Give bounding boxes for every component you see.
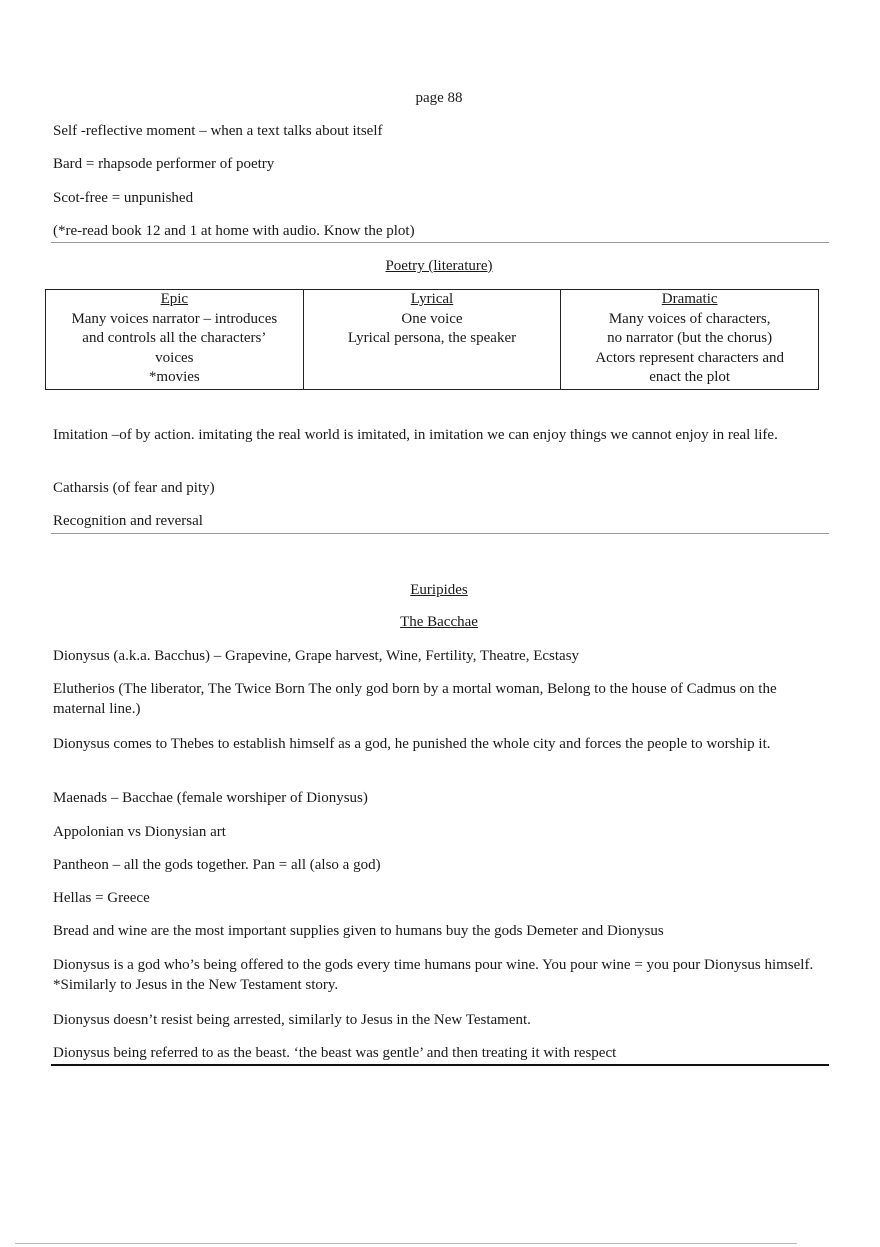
note-line: Scot-free = unpunished xyxy=(53,190,194,206)
note-line: Self -reflective moment – when a text talks about itself xyxy=(53,123,383,139)
note-paragraph: Dionysus is a god who’s being offered to the gods every time humans pour wine. You pour wine = you pour Dionysus himself. *Similarly to Jesus in the New Testament story. xyxy=(53,957,814,993)
genre-line: Many voices of characters, xyxy=(608,310,771,327)
section-divider xyxy=(51,533,829,534)
note-line: Bread and wine are the most important supplies given to humans buy the gods Demeter and Dionysus xyxy=(53,923,664,939)
genre-title: Lyrical xyxy=(410,291,454,307)
genre-line: Actors represent characters and xyxy=(595,349,784,366)
genre-title: Epic xyxy=(160,291,189,307)
genre-line: One voice xyxy=(401,310,463,327)
genre-title: Dramatic xyxy=(661,291,718,307)
genre-line: and controls all the characters’ xyxy=(82,330,267,346)
note-line: Recognition and reversal xyxy=(53,513,203,529)
genre-line: no narrator (but the chorus) xyxy=(607,330,773,346)
note-line: (*re-read book 12 and 1 at home with audio. Know the plot) xyxy=(53,223,415,239)
genre-line: Many voices narrator – introduces xyxy=(71,310,278,327)
genre-line: voices xyxy=(155,349,194,366)
note-paragraph: Dionysus comes to Thebes to establish himself as a god, he punished the whole city and forces the people to worship it. xyxy=(53,736,771,752)
play-title: The Bacchae xyxy=(400,614,478,630)
note-line: Dionysus (a.k.a. Bacchus) – Grapevine, Grape harvest, Wine, Fertility, Theatre, Ecstasy xyxy=(53,648,580,664)
genre-line: *movies xyxy=(148,369,200,385)
genre-line: enact the plot xyxy=(649,369,731,385)
footer-divider xyxy=(15,1243,797,1244)
poetry-genre-table xyxy=(45,289,819,390)
note-line: Appolonian vs Dionysian art xyxy=(53,824,226,840)
genre-cell-dramatic xyxy=(561,290,819,390)
genre-cell-epic xyxy=(46,290,304,390)
note-line: Bard = rhapsode performer of poetry xyxy=(53,156,275,172)
section-heading-poetry: Poetry (literature) xyxy=(385,258,493,274)
note-line: Maenads – Bacchae (female worshiper of Dionysus) xyxy=(53,790,368,806)
genre-line: Lyrical persona, the speaker xyxy=(347,330,517,346)
genre-cell-lyrical xyxy=(303,290,561,390)
note-paragraph: Imitation –of by action. imitating the real world is imitated, in imitation we can enjoy things we cannot enjoy in real life. xyxy=(53,427,778,443)
note-line: Hellas = Greece xyxy=(53,890,150,906)
note-line: Pantheon – all the gods together. Pan = all (also a god) xyxy=(53,857,381,873)
section-divider xyxy=(51,242,829,243)
page-number: page 88 xyxy=(415,90,463,106)
note-line: Dionysus being referred to as the beast. ‘the beast was gentle’ and then treating it with respect xyxy=(53,1045,617,1061)
note-line: Dionysus doesn’t resist being arrested, similarly to Jesus in the New Testament. xyxy=(53,1012,531,1028)
section-heading-euripides: Euripides xyxy=(410,582,468,598)
note-paragraph: Elutherios (The liberator, The Twice Born The only god born by a mortal woman, Belong to the house of Cadmus on the maternal line.) xyxy=(53,681,777,717)
section-divider xyxy=(51,1064,829,1066)
note-line: Catharsis (of fear and pity) xyxy=(53,480,215,496)
